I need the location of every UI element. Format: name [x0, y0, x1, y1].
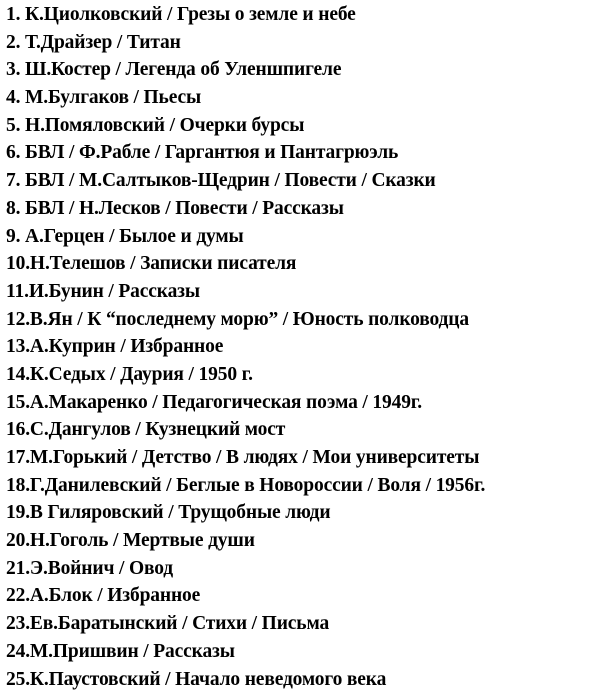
- list-item: 22.А.Блок / Избранное: [6, 585, 201, 607]
- list-item: 13.А.Куприн / Избранное: [6, 336, 224, 358]
- list-item: 4. М.Булгаков / Пьесы: [6, 87, 202, 109]
- list-item: 21.Э.Войнич / Овод: [6, 557, 174, 579]
- list-item: 3. Ш.Костер / Легенда об Уленшпигеле: [6, 59, 342, 81]
- list-item: 8. БВЛ / Н.Лесков / Повести / Рассказы: [6, 197, 344, 219]
- list-item: 19.В Гиляровский / Трущобные люди: [6, 502, 331, 524]
- list-item: 11.И.Бунин / Рассказы: [6, 280, 200, 302]
- list-item: 14.К.Седых / Даурия / 1950 г.: [6, 363, 253, 385]
- list-item: 7. БВЛ / М.Салтыков-Щедрин / Повести / Сказки: [6, 170, 436, 192]
- list-item: 9. А.Герцен / Былое и думы: [6, 225, 244, 247]
- list-item: 10.Н.Телешов / Записки писателя: [6, 253, 297, 275]
- list-item: 24.М.Пришвин / Рассказы: [6, 640, 235, 662]
- book-list: [6, 1, 485, 693]
- list-item: 12.В.Ян / К “последнему морю” / Юность полководца: [6, 308, 469, 330]
- list-item: 18.Г.Данилевский / Беглые в Новороссии / Воля / 1956г.: [6, 474, 486, 496]
- list-item: 6. БВЛ / Ф.Рабле / Гаргантюя и Пантагрюэль: [6, 142, 399, 164]
- list-item: 1. К.Циолковский / Грезы о земле и небе: [6, 4, 356, 25]
- list-item: 20.Н.Гоголь / Мертвые души: [6, 530, 255, 552]
- list-item: 16.С.Дангулов / Кузнецкий мост: [6, 419, 286, 441]
- list-item: 17.М.Горький / Детство / В людях / Мои университеты: [6, 447, 480, 468]
- list-item: 15.А.Макаренко / Педагогическая поэма / 1949г.: [6, 391, 423, 413]
- list-item: 2. Т.Драйзер / Титан: [6, 31, 181, 53]
- list-item: 23.Ев.Баратынский / Стихи / Письма: [6, 613, 330, 635]
- list-item: 25.К.Паустовский / Начало неведомого века: [6, 668, 387, 690]
- list-item: 5. Н.Помяловский / Очерки бурсы: [6, 114, 305, 136]
